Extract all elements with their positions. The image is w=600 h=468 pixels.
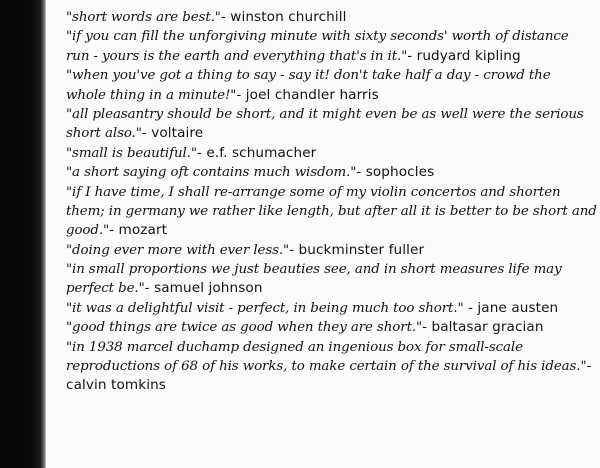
quote-text: perfect be." [66,281,145,297]
quote-author: - voltaire [141,125,204,142]
quote-author: - jane austen [463,299,559,316]
quote-line [66,356,592,375]
quote-author: - samuel johnson [144,280,263,297]
quote-text: "small is beautiful." [66,145,197,161]
quote-line [66,46,586,65]
quote-author: - sophocles [356,164,435,181]
quote-line [66,240,586,259]
quote-text: "all pleasantry should be short, and it might even be as well were the serious [66,106,584,122]
quote-block [66,26,586,65]
quote-line [66,143,586,162]
quote-line [66,26,586,45]
quote-line [66,317,586,336]
quote-line [66,220,586,239]
quote-line [66,278,586,297]
quote-text: "if you can fill the unforgiving minute with sixty seconds' worth of distance [66,29,569,45]
quote-author: - e.f. schumacher [196,144,317,161]
quote-line [66,201,597,220]
quote-text: "in 1938 marcel duchamp designed an ingenious box for small-scale [66,339,523,355]
quote-author: - baltasar gracian [422,319,544,336]
quote-text: "short words are best." [66,10,221,25]
quote-block [66,143,586,162]
quote-line [66,7,586,26]
quote-text: run - yours is the earth and everything that's in it." [66,48,408,64]
quote-text: them; in germany we rather like length, but after all it is better to be short and [66,203,597,219]
quotes-list [66,7,597,395]
quote-text: "in small proportions we just beauties see, and in short measures life may [66,262,562,278]
quote-block [66,298,586,317]
quote-block [66,317,586,336]
quote-text: short also." [66,126,142,142]
quote-block [66,7,586,26]
quote-author: - mozart [109,222,168,239]
quote-line [66,104,586,123]
quote-line [66,337,586,356]
quote-block [66,162,586,181]
quote-text: "a short saying oft contains much wisdom." [66,165,357,181]
book-binding-edge [0,0,46,468]
quote-text: good." [66,223,110,239]
quote-text: "if I have time, I shall re-arrange some of my violin concertos and shorten [66,184,561,200]
quote-block [66,240,586,259]
quote-block [66,182,597,240]
quote-block [66,259,586,298]
quote-text: "good things are twice as good when they are short." [66,320,423,336]
quote-text: whole thing in a minute!" [66,87,237,103]
quote-author: calvin tomkins [66,377,166,394]
quote-text: "doing ever more with ever less." [66,242,290,258]
quote-author: - rudyard kipling [407,47,521,64]
quote-text: "when you've got a thing to say - say it! don't take half a day - crowd the [66,68,551,84]
quote-line [66,259,586,278]
quote-line [66,375,586,394]
quote-line [66,162,586,181]
quote-block [66,104,586,143]
quote-text: reproductions of 68 of his works, to make certain of the survival of his ideas." [66,359,587,375]
quote-author: - joel chandler harris [236,86,379,103]
quote-text: "it was a delightful visit - perfect, in being much too short." [66,300,464,316]
quote-author: - [586,358,592,375]
quote-line [66,298,586,317]
quote-block [66,65,586,104]
quote-line [66,123,586,142]
quote-block [66,337,592,395]
quote-author: - winston churchill [220,9,347,25]
quote-line [66,182,586,201]
quote-author: - buckminster fuller [289,241,425,258]
quote-line [66,85,586,104]
quote-line [66,65,586,84]
